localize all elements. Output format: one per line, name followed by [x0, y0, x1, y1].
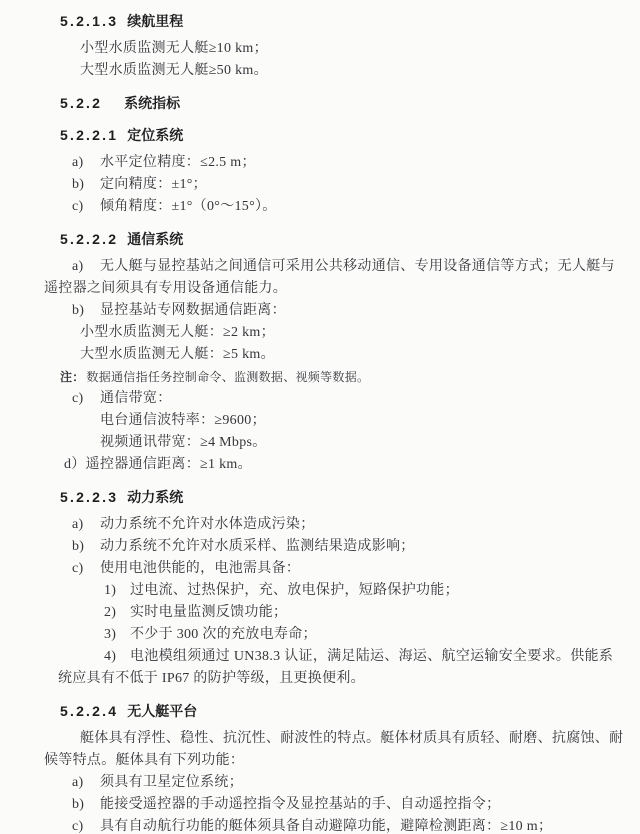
list-item [72, 558, 640, 580]
section-title: 动力系统 [127, 489, 184, 505]
list-item-label: c) [72, 199, 84, 214]
doc-line: 小型水质监测无人艇≥10 km； [80, 41, 268, 56]
sublist-item-text: 电池模组须通过 UN38.3 认证，满足陆运、海运、航空运输安全要求。供能系 [130, 649, 614, 664]
section-heading [60, 228, 640, 250]
sublist-item-text: 过电流、过热保护，充、放电保护，短路保护功能； [130, 583, 459, 598]
list-item [72, 772, 640, 794]
list-item [72, 514, 640, 536]
list-item-text: 显控基站专网数据通信距离： [100, 303, 286, 318]
list-item-label: a) [72, 517, 84, 532]
list-item-text: 使用电池供能的，电池需具备： [100, 561, 301, 576]
list-item-label: c) [72, 561, 84, 576]
sublist-item-text: 不少于 300 次的充放电寿命； [130, 627, 317, 642]
section-heading [60, 10, 640, 32]
list-item-label: c) [72, 819, 84, 834]
note-text: 数据通信指任务控制命令、监测数据、视频等数据。 [86, 370, 370, 384]
sublist-item-label: 4) [104, 649, 117, 664]
list-item-label: b) [72, 539, 85, 554]
list-item [72, 256, 640, 278]
list-item-text: 须具有卫星定位系统； [100, 775, 243, 790]
section-heading [60, 92, 640, 114]
note-line [60, 366, 640, 388]
list-item-label: a) [72, 775, 84, 790]
section-number: 5.2.2 [60, 95, 103, 111]
section-title: 通信系统 [127, 231, 184, 247]
sublist-item [104, 602, 640, 624]
list-item-text: 能接受遥控器的手动遥控指令及显控基站的手、自动遥控指令； [100, 797, 501, 812]
doc-line: 电台通信波特率：≥9600； [100, 413, 266, 428]
doc-line: 遥控器之间须具有专用设备通信能力。 [44, 281, 288, 296]
list-item [72, 196, 640, 218]
list-item [72, 174, 640, 196]
list-item-label: b) [72, 797, 85, 812]
doc-line: 统应具有不低于 IP67 的防护等级，且更换便利。 [58, 671, 365, 686]
sublist-item-label: 2) [104, 605, 117, 620]
doc-line: 艇体具有浮性、稳性、抗沉性、耐波性的特点。艇体材质具有质轻、耐磨、抗腐蚀、耐 [80, 731, 624, 746]
sublist-item [104, 646, 640, 668]
list-item-label: c) [72, 391, 84, 406]
doc-line: 候等特点。艇体具有下列功能： [44, 753, 245, 768]
section-heading [60, 700, 640, 722]
list-item [72, 152, 640, 174]
doc-line: 大型水质监测无人艇≥50 km。 [80, 63, 268, 78]
section-title: 无人艇平台 [127, 703, 198, 719]
section-heading [60, 486, 640, 508]
list-item-text: 无人艇与显控基站之间通信可采用公共移动通信、专用设备通信等方式；无人艇与 [100, 259, 615, 274]
doc-line: 视频通讯带宽：≥4 Mbps。 [100, 435, 267, 450]
list-item-label: b) [72, 303, 85, 318]
sublist-item [104, 624, 640, 646]
list-item [72, 794, 640, 816]
sublist-item-label: 1) [104, 583, 117, 598]
list-item [72, 300, 640, 322]
section-title: 定位系统 [127, 127, 184, 143]
list-item-text: 具有自动航行功能的艇体须具备自动避障功能，避障检测距离：≥10 m； [100, 819, 553, 834]
section-number: 5.2.2.2 [60, 231, 119, 247]
list-item: d）遥控器通信距离：≥1 km。 [64, 457, 252, 472]
section-heading [60, 124, 640, 146]
list-item [72, 816, 640, 834]
list-item-label: a) [72, 259, 84, 274]
list-item [72, 388, 640, 410]
section-number: 5.2.2.4 [60, 703, 119, 719]
section-title: 续航里程 [127, 13, 184, 29]
section-number: 5.2.2.1 [60, 127, 119, 143]
list-item-text: 水平定位精度：≤2.5 m； [100, 155, 256, 170]
doc-line: 大型水质监测无人艇：≥5 km。 [80, 347, 275, 362]
list-item [72, 536, 640, 558]
doc-line: 小型水质监测无人艇：≥2 km； [80, 325, 275, 340]
note-label: 注： [60, 370, 85, 384]
section-title: 系统指标 [124, 95, 181, 111]
sublist-item-text: 实时电量监测反馈功能； [130, 605, 288, 620]
sublist-item-label: 3) [104, 627, 117, 642]
list-item-text: 倾角精度：±1°（0°～15°）。 [100, 199, 277, 214]
sublist-item [104, 580, 640, 602]
list-item-text: 定向精度：±1°； [100, 177, 207, 192]
list-item-label: a) [72, 155, 84, 170]
list-item-text: 通信带宽： [100, 391, 172, 406]
section-number: 5.2.1.3 [60, 13, 119, 29]
list-item-text: 动力系统不允许对水体造成污染； [100, 517, 315, 532]
list-item-text: 动力系统不允许对水质采样、监测结果造成影响； [100, 539, 415, 554]
section-number: 5.2.2.3 [60, 489, 119, 505]
list-item-label: b) [72, 177, 85, 192]
